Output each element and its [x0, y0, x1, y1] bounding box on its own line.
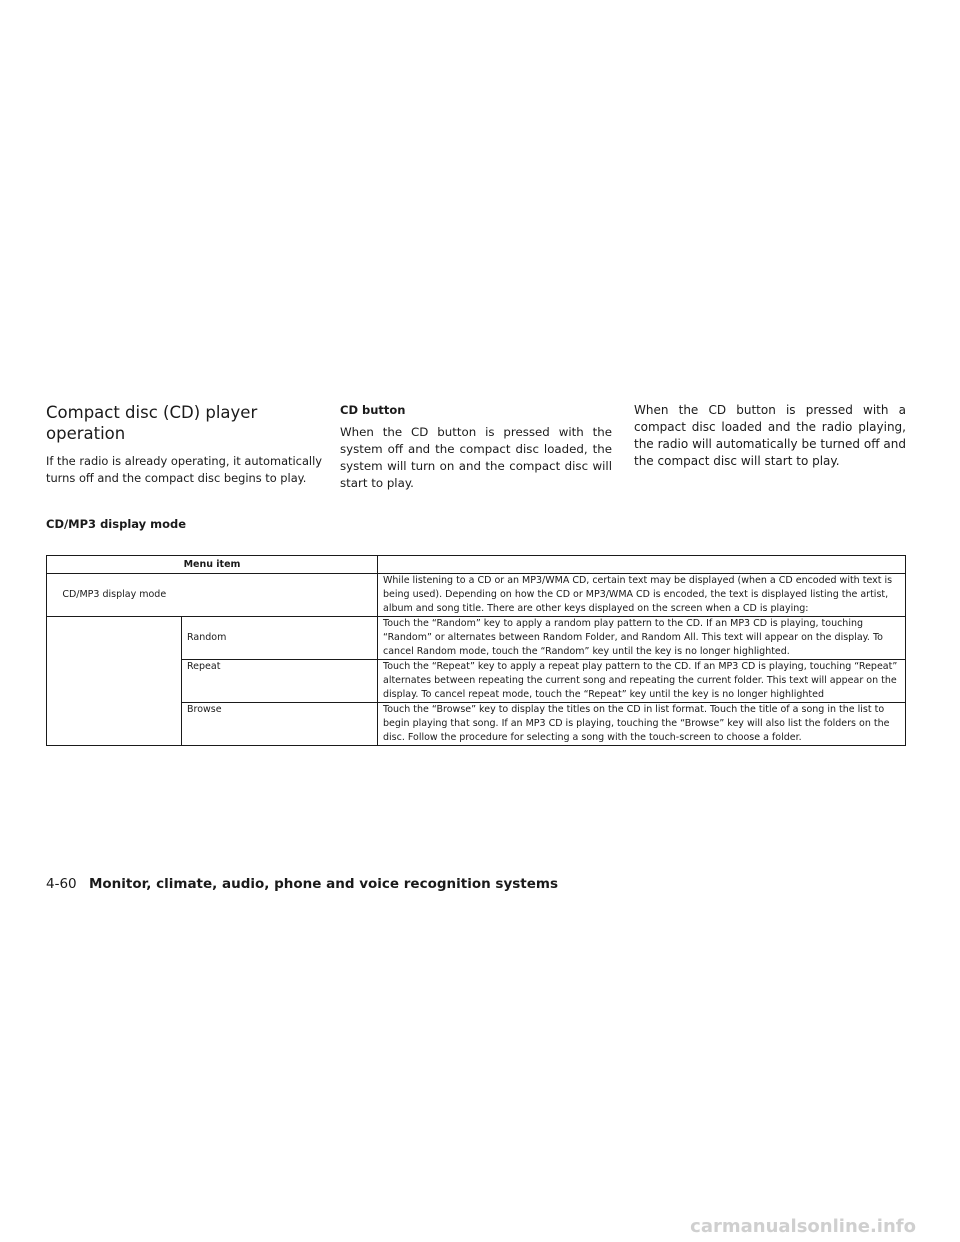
section-title: Compact disc (CD) player operation — [46, 403, 258, 443]
item-repeat: Repeat — [182, 660, 378, 703]
intro-paragraph: If the radio is already operating, it automatically turns off and the compact disc begins to play. — [46, 454, 322, 485]
mode-description: While listening to a CD or an MP3/WMA CD, certain text may be displayed (when a CD encoded with text is being used). Depending on how the CD or MP3/WMA CD is encoded, the text is displayed listing the artist, album and song title. There are other keys displayed on the screen when a CD is playing: — [378, 574, 906, 617]
page-footer — [46, 876, 558, 892]
menu-table — [46, 555, 906, 746]
indent-cell — [47, 617, 182, 660]
item-browse-description: Touch the “Browse” key to display the titles on the CD in list format. Touch the title of a song in the list to begin playing that song. If an MP3 CD is playing, touching the “Browse” key will also list the folders on the disc. Follow the procedure for selecting a song with the touch-screen to choose a folder. — [378, 703, 906, 746]
item-browse: Browse — [182, 703, 378, 746]
item-random: Random — [182, 617, 378, 660]
mode-label: CD/MP3 display mode — [47, 574, 182, 617]
table-row — [47, 574, 906, 617]
indent-cell — [47, 660, 182, 703]
cd-button-paragraph-1: When the CD button is pressed with the system off and the compact disc loaded, the system will turn on and the compact disc will start to play. — [340, 425, 612, 490]
page-number: 4-60 — [46, 876, 77, 892]
column-cd-button — [340, 402, 612, 492]
item-repeat-description: Touch the “Repeat” key to apply a repeat play pattern to the CD. If an MP3 CD is playing, touching “Repeat” alternates between repeating the current song and repeating the current folder. This text will appear on the display. To cancel repeat mode, touch the “Repeat” key until the key is no longer highlighted — [378, 660, 906, 703]
item-random-description: Touch the “Random” key to apply a random play pattern to the CD. If an MP3 CD is playing, touching “Random” or alternates between Random Folder, and Random All. This text will appear on the display. To cancel Random mode, touch the “Random” key until the key is no longer highlighted. — [378, 617, 906, 660]
table-row — [47, 703, 906, 746]
description-header — [378, 556, 906, 574]
cd-button-paragraph-2: When the CD button is pressed with a compact disc loaded and the radio playing, the radio will automatically be turned off and the compact disc will start to play. — [634, 403, 906, 468]
column-cd-button-cont — [634, 402, 906, 470]
indent-cell — [47, 703, 182, 746]
table-header-row — [47, 556, 906, 574]
watermark: carmanualsonline.info — [690, 1216, 916, 1237]
menu-item-header: Menu item — [47, 556, 378, 574]
chapter-title: Monitor, climate, audio, phone and voice recognition systems — [88, 876, 559, 892]
table-row — [47, 617, 906, 660]
cd-button-heading: CD button — [340, 403, 406, 417]
mode-spacer — [182, 574, 378, 617]
display-mode-heading: CD/MP3 display mode — [46, 517, 187, 531]
column-intro — [46, 402, 322, 487]
table-row — [47, 660, 906, 703]
